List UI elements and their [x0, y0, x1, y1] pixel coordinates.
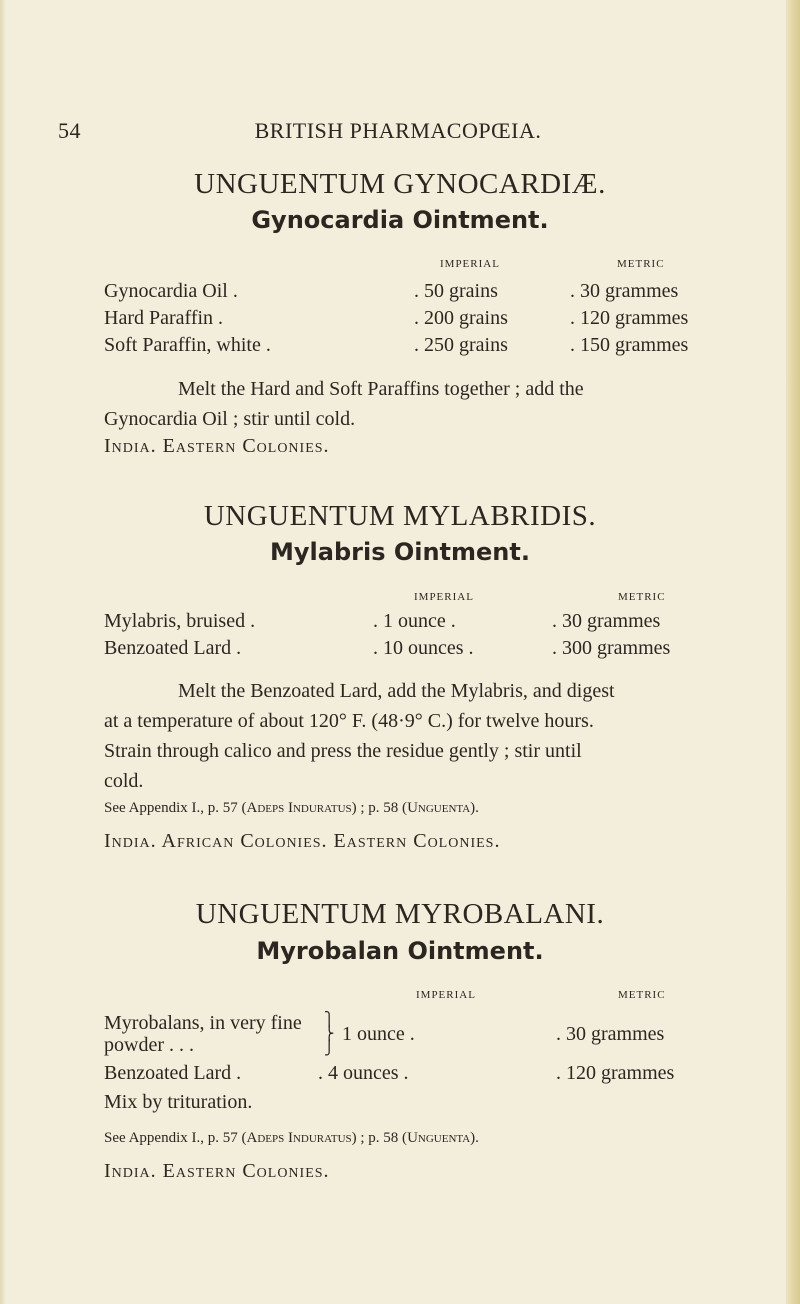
- ingredient-name: Hard Paraffin .: [104, 307, 224, 329]
- ingredient-name: Gynocardia Oil .: [104, 280, 238, 302]
- regions: India. Eastern Colonies.: [104, 1160, 330, 1182]
- col-metric: METRIC: [618, 989, 666, 1001]
- imperial-amount: . 200 grains: [414, 307, 508, 329]
- method-line: at a temperature of about 120° F. (48·9° C.) for twelve hours.: [104, 710, 594, 732]
- ingredient-name: Mylabris, bruised .: [104, 610, 256, 632]
- imperial-amount: . 4 ounces .: [318, 1062, 409, 1084]
- metric-amount: . 30 grammes: [570, 280, 679, 302]
- page-number: 54: [58, 118, 81, 143]
- metric-amount: . 30 grammes: [552, 610, 661, 632]
- col-metric: METRIC: [618, 591, 666, 603]
- method-line: Mix by trituration.: [104, 1091, 253, 1113]
- ointment-subtitle: Gynocardia Ointment.: [251, 206, 549, 234]
- regions: India. Eastern Colonies.: [104, 435, 330, 457]
- ingredient-name: Soft Paraffin, white .: [104, 334, 271, 356]
- metric-amount: . 30 grammes: [556, 1023, 665, 1045]
- appendix-reference: See Appendix I., p. 57 (Adeps Induratus) ; p. 58 (Unguenta).: [104, 1130, 479, 1146]
- imperial-amount: . 50 grains: [414, 280, 498, 302]
- col-metric: METRIC: [617, 258, 665, 270]
- ointment-subtitle: Myrobalan Ointment.: [256, 937, 544, 965]
- method-paragraph: [104, 1087, 716, 1117]
- imperial-amount: . 1 ounce .: [373, 610, 456, 632]
- col-imperial: IMPERIAL: [416, 989, 476, 1001]
- method-line: Strain through calico and press the residue gently ; stir until: [104, 740, 582, 762]
- brace-glyph: ⎫ ⎬ ⎭: [324, 1012, 335, 1056]
- appendix-reference: See Appendix I., p. 57 (Adeps Induratus) ; p. 58 (Unguenta).: [104, 800, 479, 816]
- ointment-title: UNGUENTUM MYLABRIDIS.: [203, 500, 597, 532]
- ingredient-name: Myrobalans, in very fine: [104, 1012, 302, 1034]
- ointment-subtitle: Mylabris Ointment.: [270, 538, 530, 566]
- method-paragraph: [104, 676, 716, 796]
- ointment-title: UNGUENTUM MYROBALANI.: [195, 898, 605, 930]
- method-paragraph: [104, 374, 716, 434]
- method-line: cold.: [104, 770, 144, 792]
- metric-amount: . 300 grammes: [552, 637, 671, 659]
- regions: India. African Colonies. Eastern Colonies.: [104, 830, 501, 852]
- ingredient-name: Benzoated Lard .: [104, 1062, 242, 1084]
- metric-amount: . 150 grammes: [570, 334, 689, 356]
- imperial-amount: 1 ounce .: [342, 1023, 415, 1045]
- ointment-title: UNGUENTUM GYNOCARDIÆ.: [194, 168, 606, 200]
- metric-amount: . 120 grammes: [570, 307, 689, 329]
- running-title: BRITISH PHARMACOPŒIA.: [254, 118, 542, 143]
- imperial-amount: . 250 grains: [414, 334, 508, 356]
- method-line: Melt the Benzoated Lard, add the Mylabris, and digest: [178, 680, 615, 702]
- ingredient-name: Benzoated Lard .: [104, 637, 242, 659]
- imperial-amount: . 10 ounces .: [373, 637, 474, 659]
- col-imperial: IMPERIAL: [414, 591, 474, 603]
- col-imperial: IMPERIAL: [440, 258, 500, 270]
- ingredient-name-continued: powder . . .: [104, 1034, 194, 1056]
- method-line: Melt the Hard and Soft Paraffins together ; add the: [178, 378, 584, 400]
- metric-amount: . 120 grammes: [556, 1062, 675, 1084]
- method-line: Gynocardia Oil ; stir until cold.: [104, 408, 356, 430]
